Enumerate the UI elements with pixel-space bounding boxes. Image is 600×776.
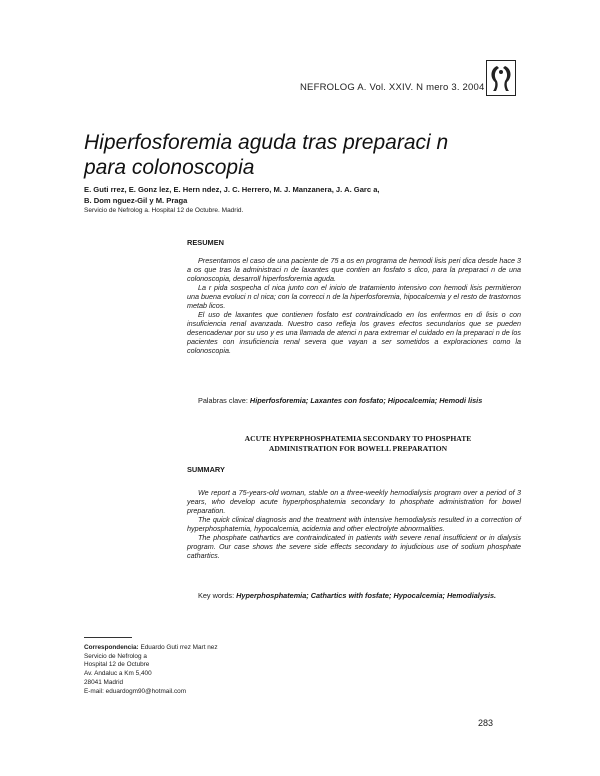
- page-number: 283: [478, 718, 494, 728]
- journal-logo-icon: [486, 60, 516, 96]
- english-title-line-2: ADMINISTRATION FOR BOWELL PREPARATION: [268, 443, 448, 453]
- palabras-clave: [198, 396, 524, 406]
- correspondence-block: [84, 644, 218, 696]
- correspondence-name: Eduardo Guti rrez Mart nez: [140, 644, 218, 651]
- summary-paragraph: The phosphate cathartics are contraindicated in patients with severe renal insufficient or in dialysis program. Our case shows the severe side effects secondary to injudicious use of sodium phosphate cathartics.: [187, 533, 521, 560]
- footnote-divider: [84, 637, 132, 638]
- correspondence-line: 28041 Madrid: [84, 678, 124, 686]
- authors-line-1: E. Guti rrez, E. Gonz lez, E. Hern ndez, J. C. Herrero, M. J. Manzanera, J. A. Garc a,: [84, 185, 380, 194]
- english-title: [190, 434, 526, 453]
- key-words-values: Hyperphosphatemia; Cathartics with fosfate; Hypocalcemia; Hemodialysis.: [236, 591, 497, 600]
- key-words: [198, 591, 524, 601]
- correspondence-line: Servicio de Nefrolog a: [84, 652, 147, 660]
- correspondence-line: Hospital 12 de Octubre: [84, 661, 150, 669]
- resumen-paragraph: El uso de laxantes que contienen fosfato est contraindicado en los enfermos en di lisis o con insuficiencia renal avanzada. Nuestro caso refleja los graves efectos secundarios que se pueden desencadenar por su uso y es una llamada de atenci n para extremar el cuidado en la preparaci n de los pacientes con insuficiencia renal severa que vayan a ser sometidos a exploraciones como la colonoscopia.: [187, 310, 521, 355]
- correspondence-email: E-mail: eduardogm90@hotmail.com: [84, 687, 187, 695]
- title-line-2: para colonoscopia: [84, 156, 255, 179]
- title-line-1: Hiperfosforemia aguda tras preparaci n: [84, 131, 449, 154]
- palabras-clave-values: Hiperfosforemia; Laxantes con fosfato; Hipocalcemia; Hemodi lisis: [249, 396, 483, 405]
- correspondence-label: Correspondencia:: [84, 644, 139, 651]
- summary-body: [187, 488, 521, 560]
- palabras-clave-label: Palabras clave:: [198, 396, 248, 405]
- journal-header: NEFROLOG A. Vol. XXIV. N mero 3. 2004: [300, 82, 485, 93]
- english-title-line-1: ACUTE HYPERPHOSPHATEMIA SECONDARY TO PHOSPHATE: [244, 434, 472, 443]
- article-title: [84, 130, 564, 180]
- resumen-heading: RESUMEN: [187, 238, 224, 247]
- correspondence-line: Av. Andaluc a Km 5,400: [84, 670, 152, 678]
- key-words-label: Key words:: [198, 591, 235, 600]
- affiliation: Servicio de Nefrolog a. Hospital 12 de Octubre. Madrid.: [84, 207, 244, 214]
- authors-line-2: B. Dom nguez-Gil y M. Praga: [84, 196, 188, 205]
- resumen-body: [187, 256, 521, 355]
- summary-paragraph: We report a 75-years-old woman, stable on a three-weekly hemodialysis program over a period of 3 years, who develop acute hyperphosphatemia secondary to phosphate administration for bowel preparation.: [187, 488, 521, 515]
- summary-paragraph: The quick clinical diagnosis and the treatment with intensive hemodialysis resulted in a correction of hyperphosphatemia, hypocalcemia, acidemia and other electrolyte abnormalities.: [187, 515, 521, 533]
- author-list: [84, 184, 554, 206]
- resumen-paragraph: Presentamos el caso de una paciente de 75 a os en programa de hemodi lisis peri dica desde hace 3 a os que tras la administraci n de laxantes que contien an fosfato s dico, para la preparaci n de una colonoscopia, desarroll hiperfosforemia aguda.: [187, 256, 521, 283]
- resumen-paragraph: La r pida sospecha cl nica junto con el inicio de tratamiento intensivo con hemodi lisis permitieron una buena evoluci n cl nica; con la correcci n de la hiperfosforemia, hipocalcemia y el resto de trastornos metab licos.: [187, 283, 521, 310]
- summary-heading: SUMMARY: [187, 465, 225, 474]
